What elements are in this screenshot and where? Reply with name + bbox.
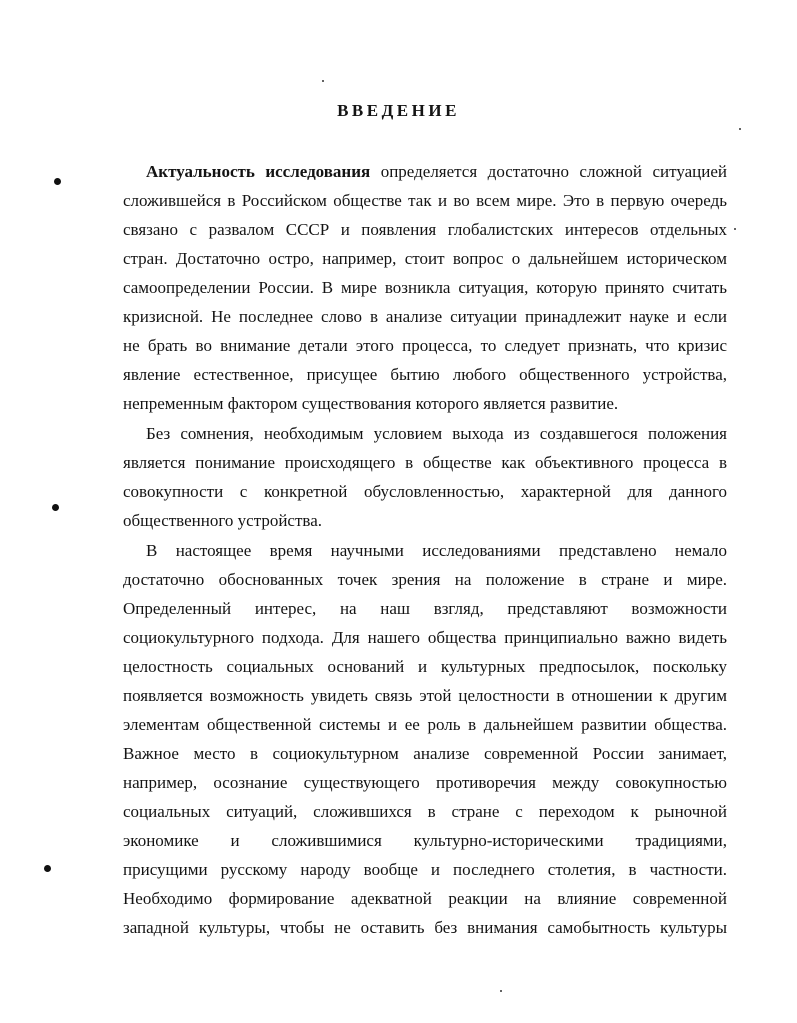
scan-speck [739, 128, 741, 130]
paragraph-3-line-8: Важное место в социокультурном анализе современной России занимает, [123, 744, 727, 763]
paragraph-3-line-4: социокультурного подхода. Для нашего общества принципиально важно видеть [123, 628, 727, 647]
paragraph-2-line-4: общественного устройства. [123, 511, 323, 530]
paragraph-1-line-7: не брать во внимание детали этого процесса, то следует признать, что кризис [123, 336, 727, 355]
paragraph-1-line-3: связано с развалом СССР и появления глобалистских интересов отдельных [123, 220, 727, 239]
binder-mark-bottom [44, 865, 51, 872]
paragraph-1-lead: Актуальность исследования [146, 162, 371, 181]
paragraph-3-line-11: экономике и сложившимися культурно-историческими традициями, [123, 831, 727, 850]
binder-mark-top [54, 178, 61, 185]
paragraph-1-line-4: стран. Достаточно остро, например, стоит вопрос о дальнейшем историческом [123, 249, 727, 268]
paragraph-1-line-5: самоопределении России. В мире возникла ситуация, которую принято считать [123, 278, 727, 297]
paragraph-3-line-9: например, осознание существующего противоречия между совокупностью [123, 773, 727, 792]
paragraph-2-line-3: совокупности с конкретной обусловленностью, характерной для данного [123, 482, 727, 501]
scan-speck [322, 80, 324, 82]
paragraph-3-line-14: западной культуры, чтобы не оставить без внимания самобытность культуры [123, 918, 727, 937]
page-title: ВВЕДЕНИЕ [337, 101, 460, 120]
paragraph-3-line-1: В настоящее время научными исследованиями представлено немало [146, 541, 727, 560]
paragraph-3-line-3: Определенный интерес, на наш взгляд, представляют возможности [123, 599, 727, 618]
paragraph-1-line-1 [146, 157, 727, 186]
paragraph-1-line-9: непременным фактором существования которого является развитие. [123, 394, 619, 413]
paragraph-3-line-6: появляется возможность увидеть связь этой целостности в отношении к другим [123, 686, 727, 705]
paragraph-1-line-2: сложившейся в Российском обществе так и во всем мире. Это в первую очередь [123, 191, 727, 210]
paragraph-2-line-2: является понимание происходящего в обществе как объективного процесса в [123, 453, 727, 472]
scan-speck [734, 228, 736, 230]
paragraph-1-line-6: кризисной. Не последнее слово в анализе ситуации принадлежит науке и если [123, 307, 727, 326]
paragraph-1-line-8: явление естественное, присущее бытию любого общественного устройства, [123, 365, 727, 384]
paragraph-3-line-5: целостность социальных оснований и культурных предпосылок, поскольку [123, 657, 727, 676]
scan-speck [500, 990, 502, 992]
paragraph-2-line-1: Без сомнения, необходимым условием выхода из создавшегося положения [146, 424, 727, 443]
paragraph-1-lead-rest: определяется достаточно сложной ситуацией [370, 162, 727, 181]
paragraph-3-line-2: достаточно обоснованных точек зрения на положение в стране и мире. [123, 570, 727, 589]
paragraph-3-line-10: социальных ситуаций, сложившихся в стране с переходом к рыночной [123, 802, 727, 821]
paragraph-3-line-12: присущими русскому народу вообще и последнего столетия, в частности. [123, 860, 727, 879]
paragraph-3-line-13: Необходимо формирование адекватной реакции на влияние современной [123, 889, 727, 908]
paragraph-3-line-7: элементам общественной системы и ее роль в дальнейшем развитии общества. [123, 715, 727, 734]
binder-mark-middle [52, 504, 59, 511]
